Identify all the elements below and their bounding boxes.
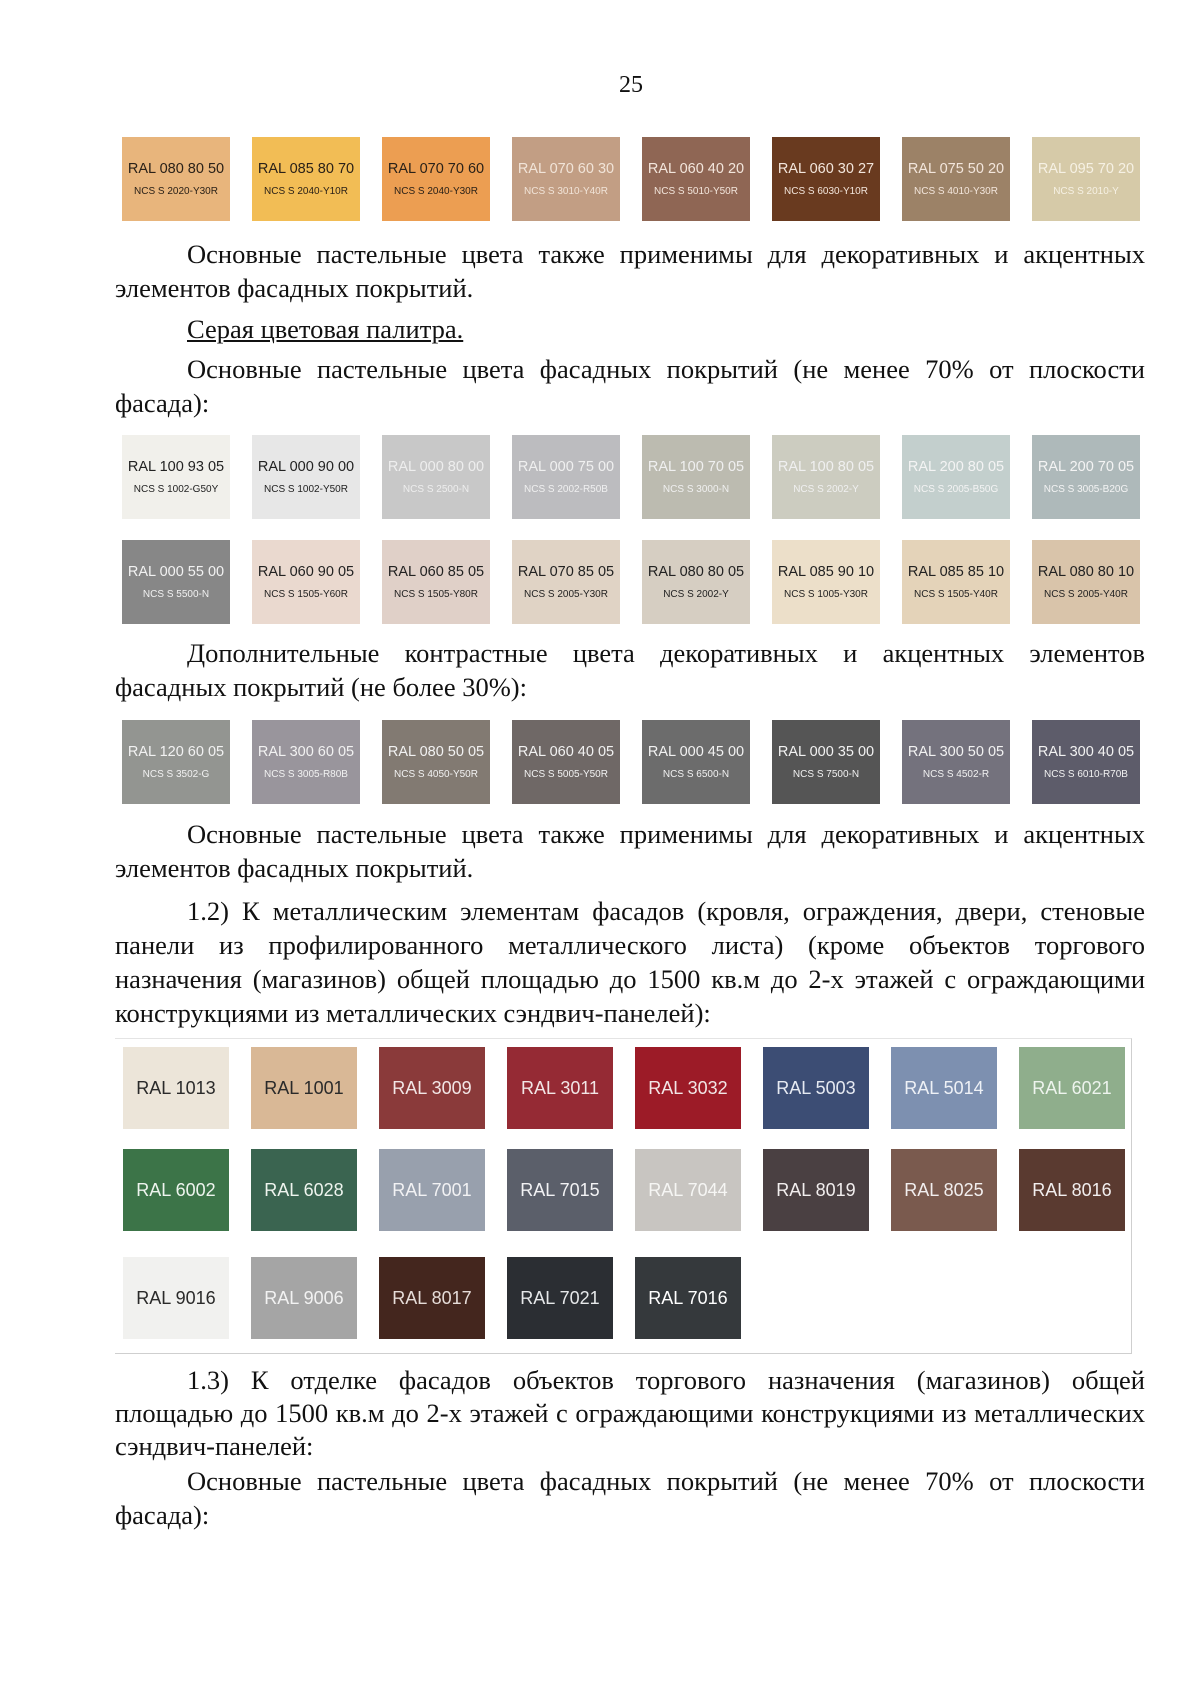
swatch-ncs-code: NCS S 6010-R70B bbox=[1044, 769, 1128, 780]
color-swatch bbox=[772, 540, 880, 624]
swatch-ral-code: RAL 100 93 05 bbox=[127, 459, 225, 475]
metal-color-swatch bbox=[123, 1257, 229, 1339]
paragraph-warm-note bbox=[115, 237, 1145, 305]
metal-swatch-label: RAL 7001 bbox=[392, 1179, 472, 1200]
swatch-ncs-code: NCS S 2005-B50G bbox=[913, 484, 999, 495]
metal-palette bbox=[115, 1038, 1132, 1354]
swatch-ncs-code: NCS S 5005-Y50R bbox=[524, 769, 608, 780]
color-swatch bbox=[252, 137, 360, 221]
metal-color-swatch bbox=[251, 1257, 357, 1339]
swatch-ncs-code: NCS S 3000-N bbox=[662, 484, 730, 495]
metal-color-swatch bbox=[891, 1047, 997, 1129]
metal-color-swatch bbox=[891, 1149, 997, 1231]
swatch-ncs-code: NCS S 2020-Y30R bbox=[134, 186, 218, 197]
swatch-ncs-code: NCS S 2040-Y30R bbox=[394, 186, 478, 197]
color-swatch bbox=[642, 720, 750, 804]
swatch-ral-code: RAL 070 60 30 bbox=[517, 161, 615, 177]
color-swatch bbox=[902, 435, 1010, 519]
metal-swatch-label: RAL 6002 bbox=[136, 1179, 216, 1200]
swatch-ral-code: RAL 080 80 10 bbox=[1037, 564, 1135, 580]
paragraph-grey-main bbox=[115, 352, 1145, 420]
paragraph-contrast-text: Дополнительные контрастные цвета декоративных и акцентных элементов фасадных покрытий (не более 30%): bbox=[115, 638, 1145, 702]
swatch-ral-code: RAL 085 90 10 bbox=[777, 564, 875, 580]
swatch-ral-code: RAL 080 50 05 bbox=[387, 744, 485, 760]
swatch-ral-code: RAL 200 80 05 bbox=[907, 459, 1005, 475]
metal-swatch-label: RAL 5014 bbox=[904, 1077, 984, 1098]
swatch-ncs-code: NCS S 1505-Y40R bbox=[914, 589, 998, 600]
metal-color-swatch bbox=[763, 1149, 869, 1231]
swatch-ral-code: RAL 080 80 05 bbox=[647, 564, 745, 580]
swatch-ncs-code: NCS S 2040-Y10R bbox=[264, 186, 348, 197]
paragraph-shops-pastel bbox=[115, 1464, 1145, 1532]
color-swatch bbox=[902, 540, 1010, 624]
swatch-ncs-code: NCS S 1002-Y50R bbox=[264, 484, 348, 495]
color-swatch bbox=[122, 137, 230, 221]
metal-swatch-label: RAL 8017 bbox=[392, 1287, 472, 1308]
swatch-ral-code: RAL 080 80 50 bbox=[127, 161, 225, 177]
metal-swatch-label: RAL 7044 bbox=[648, 1179, 728, 1200]
paragraph-shops-pastel-text: Основные пастельные цвета фасадных покрытий (не менее 70% от плоскости фасада): bbox=[115, 1466, 1145, 1530]
swatch-ral-code: RAL 095 70 20 bbox=[1037, 161, 1135, 177]
swatch-ncs-code: NCS S 5500-N bbox=[142, 589, 210, 600]
swatch-ral-code: RAL 100 70 05 bbox=[647, 459, 745, 475]
metal-swatch-label: RAL 9016 bbox=[136, 1287, 216, 1308]
swatch-ral-code: RAL 070 70 60 bbox=[387, 161, 485, 177]
swatch-ncs-code: NCS S 5010-Y50R bbox=[654, 186, 738, 197]
metal-color-swatch bbox=[251, 1047, 357, 1129]
metal-swatch-label: RAL 5003 bbox=[776, 1077, 856, 1098]
swatch-ral-code: RAL 085 85 10 bbox=[907, 564, 1005, 580]
color-swatch bbox=[382, 137, 490, 221]
paragraph-metal-text: 1.2) К металлическим элементам фасадов (кровля, ограждения, двери, стеновые панели из профилированного металлического листа) (кроме объектов торгового назначения (магазинов) общей площадью до 1500 кв.м до 2-х этажей с ограждающими конструкциями из металлических сэндвич-панелей): bbox=[115, 896, 1145, 1028]
swatch-ncs-code: NCS S 1505-Y60R bbox=[264, 589, 348, 600]
swatch-ncs-code: NCS S 1002-G50Y bbox=[133, 484, 219, 495]
warm-palette-row bbox=[122, 137, 1140, 221]
paragraph-contrast bbox=[115, 636, 1145, 704]
swatch-ral-code: RAL 085 80 70 bbox=[257, 161, 355, 177]
swatch-ral-code: RAL 000 35 00 bbox=[777, 744, 875, 760]
swatch-ral-code: RAL 060 40 20 bbox=[647, 161, 745, 177]
contrast-palette-row bbox=[122, 720, 1140, 804]
color-swatch bbox=[252, 435, 360, 519]
swatch-ral-code: RAL 300 60 05 bbox=[257, 744, 355, 760]
swatch-ncs-code: NCS S 3005-B20G bbox=[1043, 484, 1129, 495]
metal-swatch-label: RAL 6021 bbox=[1032, 1077, 1112, 1098]
swatch-ncs-code: NCS S 2005-Y40R bbox=[1044, 589, 1128, 600]
paragraph-accent-note bbox=[115, 817, 1145, 885]
swatch-ncs-code: NCS S 2002-Y bbox=[793, 484, 859, 495]
swatch-ral-code: RAL 060 90 05 bbox=[257, 564, 355, 580]
color-swatch bbox=[122, 720, 230, 804]
grey-palette-row-1 bbox=[122, 435, 1140, 519]
color-swatch bbox=[902, 137, 1010, 221]
metal-swatch-label: RAL 8016 bbox=[1032, 1179, 1112, 1200]
swatch-ncs-code: NCS S 6030-Y10R bbox=[784, 186, 868, 197]
color-swatch bbox=[772, 435, 880, 519]
swatch-ral-code: RAL 000 90 00 bbox=[257, 459, 355, 475]
swatch-ral-code: RAL 000 45 00 bbox=[647, 744, 745, 760]
color-swatch bbox=[642, 137, 750, 221]
metal-swatch-label: RAL 9006 bbox=[264, 1287, 344, 1308]
swatch-ral-code: RAL 200 70 05 bbox=[1037, 459, 1135, 475]
color-swatch bbox=[902, 720, 1010, 804]
swatch-ral-code: RAL 000 80 00 bbox=[387, 459, 485, 475]
swatch-ncs-code: NCS S 2002-Y bbox=[663, 589, 729, 600]
metal-swatch-label: RAL 3011 bbox=[520, 1077, 600, 1098]
color-swatch bbox=[772, 720, 880, 804]
metal-color-swatch bbox=[1019, 1047, 1125, 1129]
metal-swatch-label: RAL 7021 bbox=[520, 1287, 600, 1308]
paragraph-grey-main-text: Основные пастельные цвета фасадных покрытий (не менее 70% от плоскости фасада): bbox=[115, 354, 1145, 418]
metal-color-swatch bbox=[1019, 1149, 1125, 1231]
swatch-ral-code: RAL 120 60 05 bbox=[127, 744, 225, 760]
color-swatch bbox=[642, 540, 750, 624]
swatch-ral-code: RAL 060 40 05 bbox=[517, 744, 615, 760]
swatch-ral-code: RAL 060 30 27 bbox=[777, 161, 875, 177]
metal-color-swatch bbox=[251, 1149, 357, 1231]
metal-color-swatch bbox=[123, 1149, 229, 1231]
grey-palette-heading: Серая цветовая палитра. bbox=[187, 314, 464, 344]
color-swatch bbox=[122, 435, 230, 519]
paragraph-shops-text: 1.3) К отделке фасадов объектов торгового назначения (магазинов) общей площадью до 1500 кв.м до 2-х этажей с ограждающими конструкциями из металлических сэндвич-панелей: bbox=[115, 1365, 1145, 1461]
metal-swatch-label: RAL 1001 bbox=[264, 1077, 344, 1098]
swatch-ncs-code: NCS S 4010-Y30R bbox=[914, 186, 998, 197]
swatch-ncs-code: NCS S 6500-N bbox=[662, 769, 730, 780]
swatch-ral-code: RAL 000 75 00 bbox=[517, 459, 615, 475]
swatch-ncs-code: NCS S 2002-R50B bbox=[524, 484, 608, 495]
page-number: 25 bbox=[619, 72, 643, 98]
color-swatch bbox=[382, 435, 490, 519]
color-swatch bbox=[252, 540, 360, 624]
swatch-ral-code: RAL 300 40 05 bbox=[1037, 744, 1135, 760]
swatch-ncs-code: NCS S 2010-Y bbox=[1053, 186, 1119, 197]
swatch-ral-code: RAL 000 55 00 bbox=[127, 564, 225, 580]
swatch-ncs-code: NCS S 1005-Y30R bbox=[784, 589, 868, 600]
swatch-ncs-code: NCS S 2005-Y30R bbox=[524, 589, 608, 600]
swatch-ncs-code: NCS S 4502-R bbox=[922, 769, 990, 780]
color-swatch bbox=[512, 435, 620, 519]
swatch-ral-code: RAL 075 50 20 bbox=[907, 161, 1005, 177]
metal-color-swatch bbox=[507, 1047, 613, 1129]
swatch-ral-code: RAL 070 85 05 bbox=[517, 564, 615, 580]
metal-color-swatch bbox=[635, 1047, 741, 1129]
metal-color-swatch bbox=[507, 1149, 613, 1231]
grey-palette-row-2 bbox=[122, 540, 1140, 624]
metal-color-swatch bbox=[763, 1047, 869, 1129]
swatch-ncs-code: NCS S 3502-G bbox=[142, 769, 210, 780]
metal-color-swatch bbox=[635, 1257, 741, 1339]
color-swatch bbox=[1032, 137, 1140, 221]
paragraph-warm-note-text: Основные пастельные цвета также применимы для декоративных и акцентных элементов фасадных покрытий. bbox=[115, 239, 1145, 303]
color-swatch bbox=[772, 137, 880, 221]
color-swatch bbox=[252, 720, 360, 804]
swatch-ncs-code: NCS S 3005-R80B bbox=[264, 769, 348, 780]
metal-color-swatch bbox=[635, 1149, 741, 1231]
color-swatch bbox=[512, 720, 620, 804]
metal-swatch-label: RAL 6028 bbox=[264, 1179, 344, 1200]
color-swatch bbox=[382, 540, 490, 624]
metal-swatch-label: RAL 8019 bbox=[776, 1179, 856, 1200]
metal-swatch-label: RAL 7015 bbox=[520, 1179, 600, 1200]
color-swatch bbox=[512, 137, 620, 221]
paragraph-shops bbox=[115, 1364, 1145, 1463]
paragraph-accent-note-text: Основные пастельные цвета также применимы для декоративных и акцентных элементов фасадных покрытий. bbox=[115, 819, 1145, 883]
color-swatch bbox=[1032, 720, 1140, 804]
color-swatch bbox=[642, 435, 750, 519]
swatch-ncs-code: NCS S 4050-Y50R bbox=[394, 769, 478, 780]
metal-color-swatch bbox=[507, 1257, 613, 1339]
metal-swatch-label: RAL 7016 bbox=[648, 1287, 728, 1308]
swatch-ncs-code: NCS S 2500-N bbox=[402, 484, 470, 495]
color-swatch bbox=[1032, 540, 1140, 624]
swatch-ral-code: RAL 300 50 05 bbox=[907, 744, 1005, 760]
swatch-ncs-code: NCS S 3010-Y40R bbox=[524, 186, 608, 197]
swatch-ral-code: RAL 060 85 05 bbox=[387, 564, 485, 580]
metal-color-swatch bbox=[379, 1257, 485, 1339]
metal-color-swatch bbox=[123, 1047, 229, 1129]
swatch-ral-code: RAL 100 80 05 bbox=[777, 459, 875, 475]
paragraph-metal bbox=[115, 894, 1145, 1030]
color-swatch bbox=[512, 540, 620, 624]
metal-swatch-label: RAL 8025 bbox=[904, 1179, 984, 1200]
swatch-ncs-code: NCS S 7500-N bbox=[792, 769, 860, 780]
metal-color-swatch bbox=[379, 1047, 485, 1129]
color-swatch bbox=[122, 540, 230, 624]
color-swatch bbox=[382, 720, 490, 804]
metal-swatch-label: RAL 1013 bbox=[136, 1077, 216, 1098]
metal-swatch-label: RAL 3009 bbox=[392, 1077, 472, 1098]
metal-color-swatch bbox=[379, 1149, 485, 1231]
metal-swatch-label: RAL 3032 bbox=[648, 1077, 728, 1098]
color-swatch bbox=[1032, 435, 1140, 519]
swatch-ncs-code: NCS S 1505-Y80R bbox=[394, 589, 478, 600]
